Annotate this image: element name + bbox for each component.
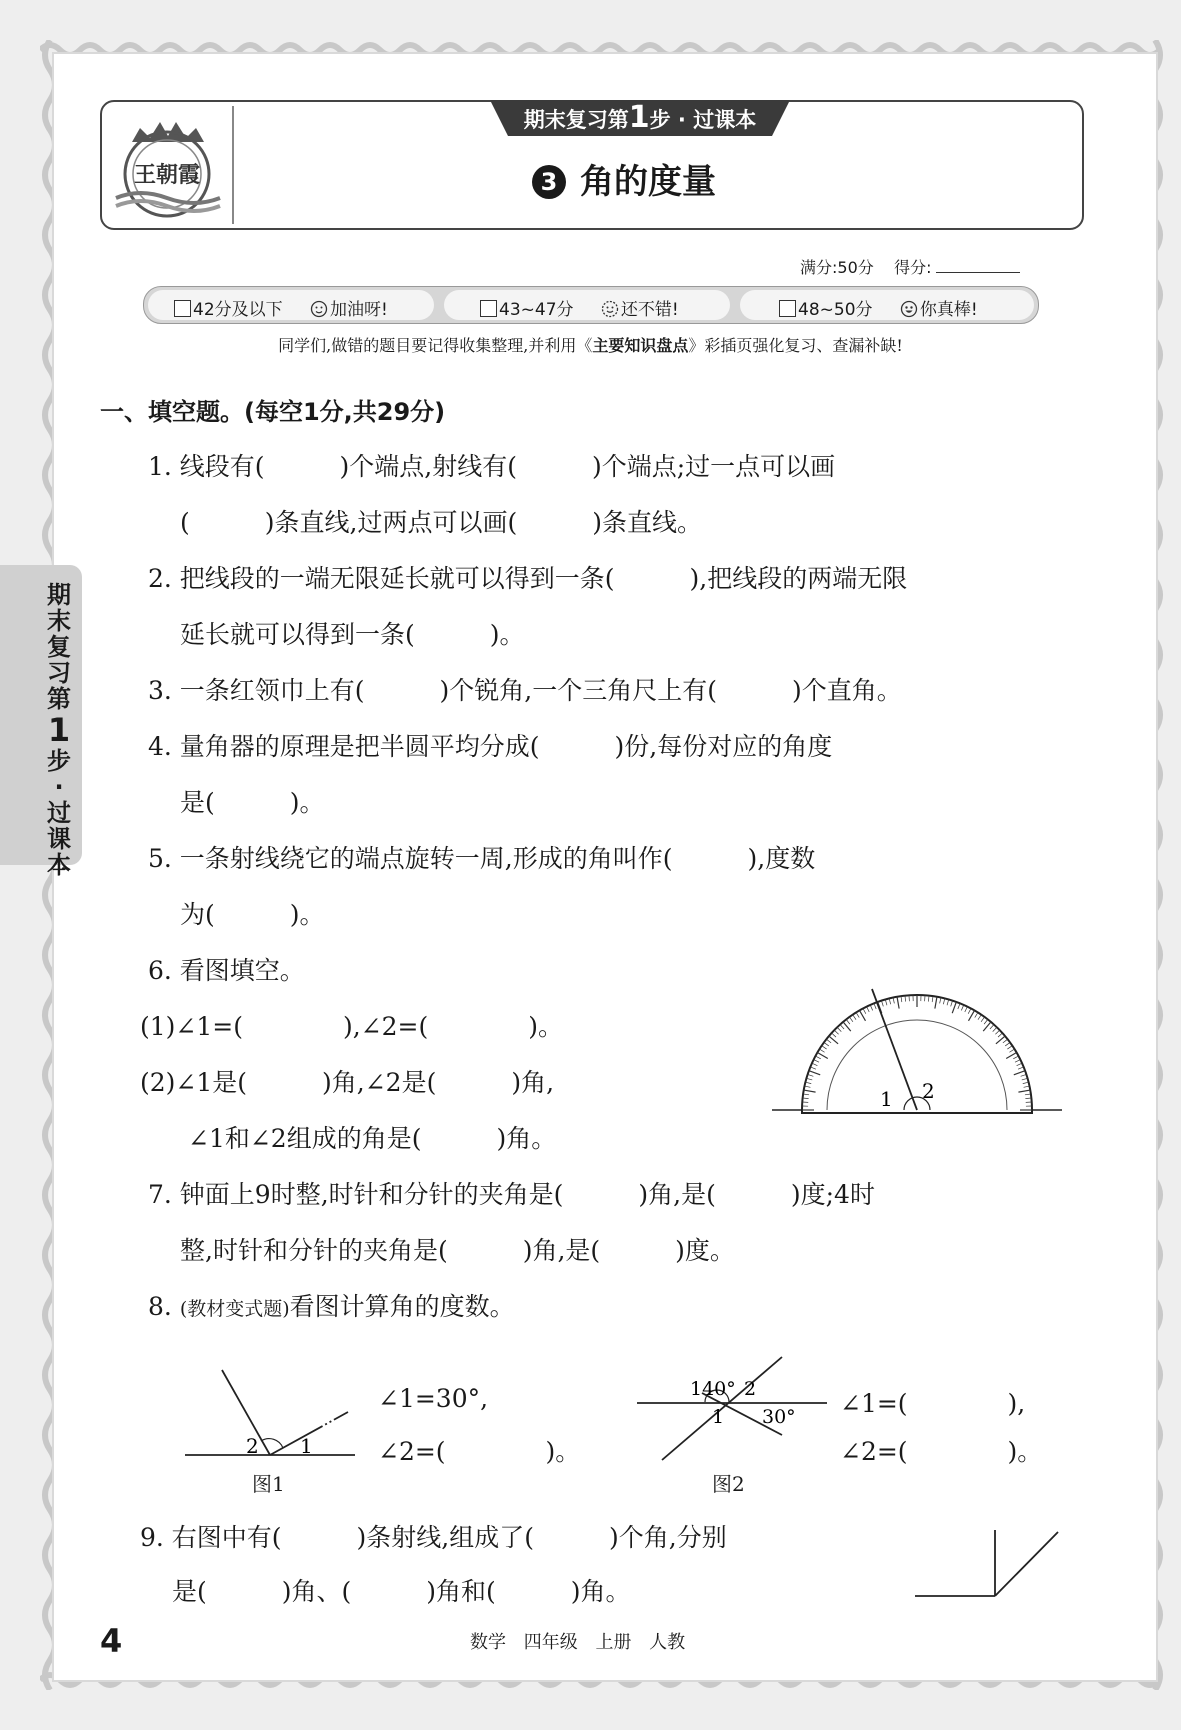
happy-face-icon bbox=[900, 300, 918, 318]
question-9-line-2: 是( )角、( )角和( )角。 bbox=[172, 1577, 631, 1606]
protractor-angle-2-label: 2 bbox=[922, 1079, 935, 1103]
figure-2-label-30: 30° bbox=[762, 1406, 796, 1428]
full-score-label: 满分:50分 bbox=[800, 258, 874, 277]
grade-checkbox[interactable] bbox=[779, 300, 796, 317]
lesson-number-badge: 3 bbox=[532, 165, 566, 199]
figure-2-answer-2: ∠2=( )。 bbox=[840, 1437, 1043, 1466]
figure-1-angles bbox=[180, 1360, 360, 1460]
question-5-line-2: 为( )。 bbox=[180, 900, 325, 929]
grade-comment: 加油呀! bbox=[330, 300, 388, 320]
question-7-line-2: 整,时针和分针的夹角是( )角,是( )度。 bbox=[180, 1236, 735, 1265]
grade-checkbox[interactable] bbox=[480, 300, 497, 317]
question-2-line-2: 延长就可以得到一条( )。 bbox=[180, 620, 525, 649]
question-6-part-2: (2)∠1是( )角,∠2是( )角, bbox=[140, 1068, 555, 1097]
figure-1-answer-1: ∠1=30°, bbox=[378, 1384, 489, 1413]
question-9-line-1: 9. 右图中有( )条射线,组成了( )个角,分别 bbox=[140, 1523, 727, 1552]
score-blank[interactable] bbox=[936, 272, 1020, 273]
question-6: 6. 看图填空。 bbox=[148, 956, 305, 985]
question-4-line-1: 4. 量角器的原理是把半圆平均分成( )份,每份对应的角度 bbox=[148, 732, 833, 761]
grade-range: 43~47分 bbox=[499, 300, 574, 320]
grade-range: 42分及以下 bbox=[193, 300, 283, 320]
question-1-line-1: 1. 线段有( )个端点,射线有( )个端点;过一点可以画 bbox=[148, 452, 836, 481]
step-banner-label bbox=[490, 100, 790, 140]
figure-1-answer-2: ∠2=( )。 bbox=[378, 1437, 581, 1466]
grade-item-mid bbox=[480, 295, 679, 320]
question-6-part-1: (1)∠1=( ),∠2=( )。 bbox=[140, 1012, 563, 1041]
note-bold-link: 主要知识盘点 bbox=[592, 336, 689, 355]
grade-checkbox[interactable] bbox=[174, 300, 191, 317]
figure-1-angle-1-label: 1 bbox=[300, 1434, 313, 1458]
grade-range: 48~50分 bbox=[798, 300, 873, 320]
textbook-variant-tag: (教材变式题) bbox=[179, 1298, 290, 1320]
protractor-angle-1-label: 1 bbox=[880, 1087, 893, 1111]
figure-2-angles bbox=[632, 1355, 832, 1465]
figure-2-answer-1: ∠1=( ), bbox=[840, 1389, 1026, 1418]
question-3: 3. 一条红领巾上有( )个锐角,一个三角尺上有( )个直角。 bbox=[148, 676, 902, 705]
review-note: 同学们,做错的题目要记得收集整理,并利用《主要知识盘点》彩插页强化复习、查漏补缺! bbox=[278, 336, 903, 355]
question-5-line-1: 5. 一条射线绕它的端点旋转一周,形成的角叫作( ),度数 bbox=[148, 844, 816, 873]
page-number: 4 bbox=[100, 1622, 123, 1660]
lesson-title bbox=[532, 154, 716, 203]
lesson-title-text: 角的度量 bbox=[580, 162, 716, 202]
got-score-label: 得分: bbox=[894, 258, 932, 277]
banner-suffix: 步 · 过课本 bbox=[649, 108, 757, 132]
grade-item-low bbox=[174, 295, 388, 320]
footer-book-info: 数学 四年级 上册 人教 bbox=[470, 1632, 686, 1653]
figure-2-angle-1-label: 1 bbox=[712, 1406, 725, 1428]
banner-prefix: 期末复习第 bbox=[523, 108, 629, 132]
grade-item-high bbox=[779, 295, 978, 320]
protractor-figure bbox=[772, 985, 1062, 1125]
logo-divider bbox=[232, 106, 234, 224]
publisher-logo bbox=[110, 108, 225, 220]
figure-2-angle-2-label: 2 bbox=[744, 1378, 757, 1400]
side-tab-label: 期末复习第 1 步·过课本 bbox=[47, 581, 71, 879]
figure-rays bbox=[910, 1512, 1060, 1612]
protractor-body bbox=[802, 995, 1032, 1113]
figure-2-caption: 图2 bbox=[712, 1472, 745, 1496]
figure-1-angle-2-label: 2 bbox=[246, 1434, 259, 1458]
cheer-face-icon bbox=[310, 300, 328, 318]
question-8: 8. (教材变式题)看图计算角的度数。 bbox=[148, 1292, 515, 1321]
figure-2-label-140: 140° bbox=[690, 1378, 736, 1400]
svg-text:王朝霞: 王朝霞 bbox=[133, 162, 201, 188]
smile-face-icon bbox=[601, 300, 619, 318]
score-line bbox=[800, 255, 1020, 278]
question-2-line-1: 2. 把线段的一端无限延长就可以得到一条( ),把线段的两端无限 bbox=[148, 564, 908, 593]
banner-step-number: 1 bbox=[628, 100, 650, 135]
question-4-line-2: 是( )。 bbox=[180, 788, 325, 817]
grade-evaluation-bar bbox=[143, 286, 1039, 324]
grade-comment: 你真棒! bbox=[919, 300, 978, 320]
question-7-line-1: 7. 钟面上9时整,时针和分针的夹角是( )角,是( )度;4时 bbox=[148, 1180, 875, 1209]
question-6-part-3: ∠1和∠2组成的角是( )角。 bbox=[188, 1124, 557, 1153]
section-title: 一、填空题。(每空1分,共29分) bbox=[100, 398, 446, 426]
question-1-line-2: ( )条直线,过两点可以画( )条直线。 bbox=[180, 508, 702, 537]
lesson-header bbox=[100, 100, 1084, 230]
grade-comment: 还不错! bbox=[620, 300, 679, 320]
figure-1-caption: 图1 bbox=[252, 1472, 285, 1496]
